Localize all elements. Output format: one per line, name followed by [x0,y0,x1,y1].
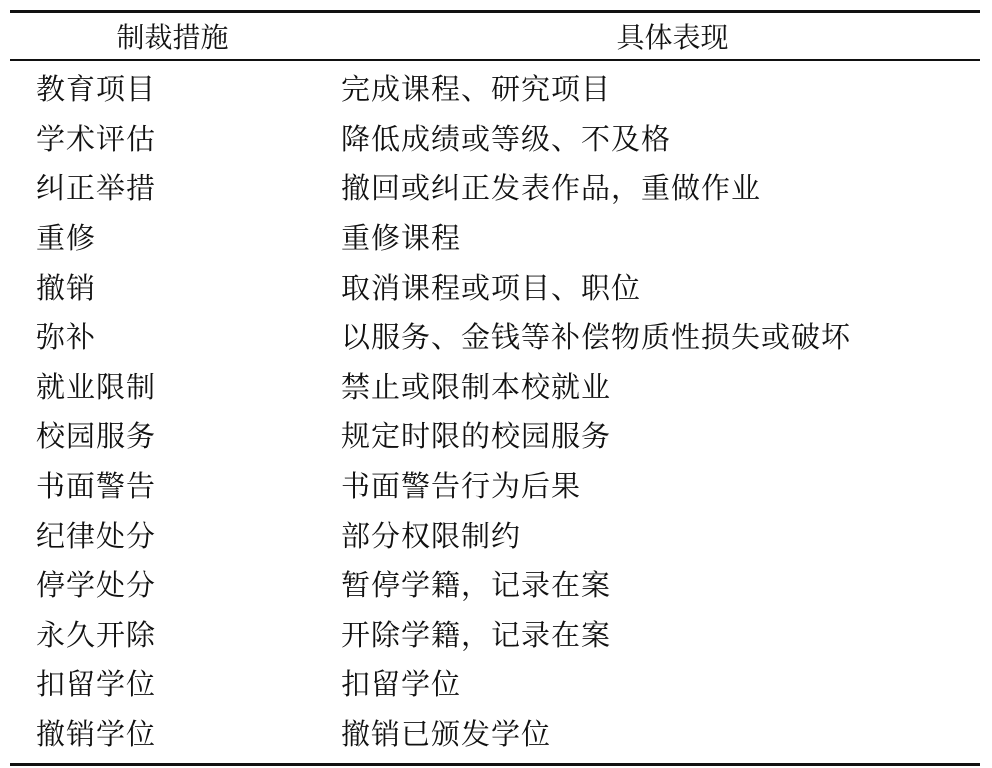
table-row [10,559,980,609]
cell-measure: 书面警告 [36,469,157,504]
cell-manifestation: 禁止或限制本校就业 [341,369,612,404]
table-row [10,509,980,559]
cell-manifestation: 暂停学籍，记录在案 [341,568,612,603]
cell-measure: 学术评估 [36,121,157,156]
cell-measure: 停学处分 [36,568,157,603]
table-row [10,460,980,510]
table-row [10,162,980,212]
cell-manifestation: 部分权限制约 [341,518,522,553]
cell-measure: 教育项目 [36,72,157,107]
cell-measure: 撤销 [36,270,97,305]
sanctions-table [10,10,980,766]
table-row [10,708,980,758]
cell-measure: 撤销学位 [36,717,157,752]
cell-measure: 纠正举措 [36,171,157,206]
table-row [10,212,980,262]
cell-measure: 校园服务 [36,419,157,454]
table-row [10,311,980,361]
cell-manifestation: 书面警告行为后果 [341,469,582,504]
cell-manifestation: 规定时限的校园服务 [341,419,612,454]
cell-manifestation: 扣留学位 [341,667,462,702]
cell-manifestation: 撤回或纠正发表作品，重做作业 [341,171,762,206]
cell-manifestation: 撤销已颁发学位 [341,717,552,752]
table-row [10,361,980,411]
table-row [10,658,980,708]
cell-manifestation: 重修课程 [341,221,462,256]
cell-manifestation: 以服务、金钱等补偿物质性损失或破坏 [341,320,852,355]
cell-manifestation: 完成课程、研究项目 [341,72,612,107]
cell-manifestation: 开除学籍，记录在案 [341,617,612,652]
cell-measure: 弥补 [36,320,97,355]
cell-measure: 重修 [36,221,97,256]
table-bottom-rule [10,763,980,766]
header-specific-manifestation: 具体表现 [616,21,729,54]
cell-measure: 就业限制 [36,369,157,404]
table-header-row [10,13,980,59]
cell-measure: 扣留学位 [36,667,157,702]
table-body [10,61,980,757]
cell-measure: 纪律处分 [36,518,157,553]
header-sanction-measure: 制裁措施 [116,21,229,54]
table-row [10,261,980,311]
table-row [10,113,980,163]
cell-manifestation: 取消课程或项目、职位 [341,270,642,305]
table-row [10,63,980,113]
table-row [10,609,980,659]
cell-manifestation: 降低成绩或等级、不及格 [341,121,672,156]
table-row [10,410,980,460]
cell-measure: 永久开除 [36,617,157,652]
